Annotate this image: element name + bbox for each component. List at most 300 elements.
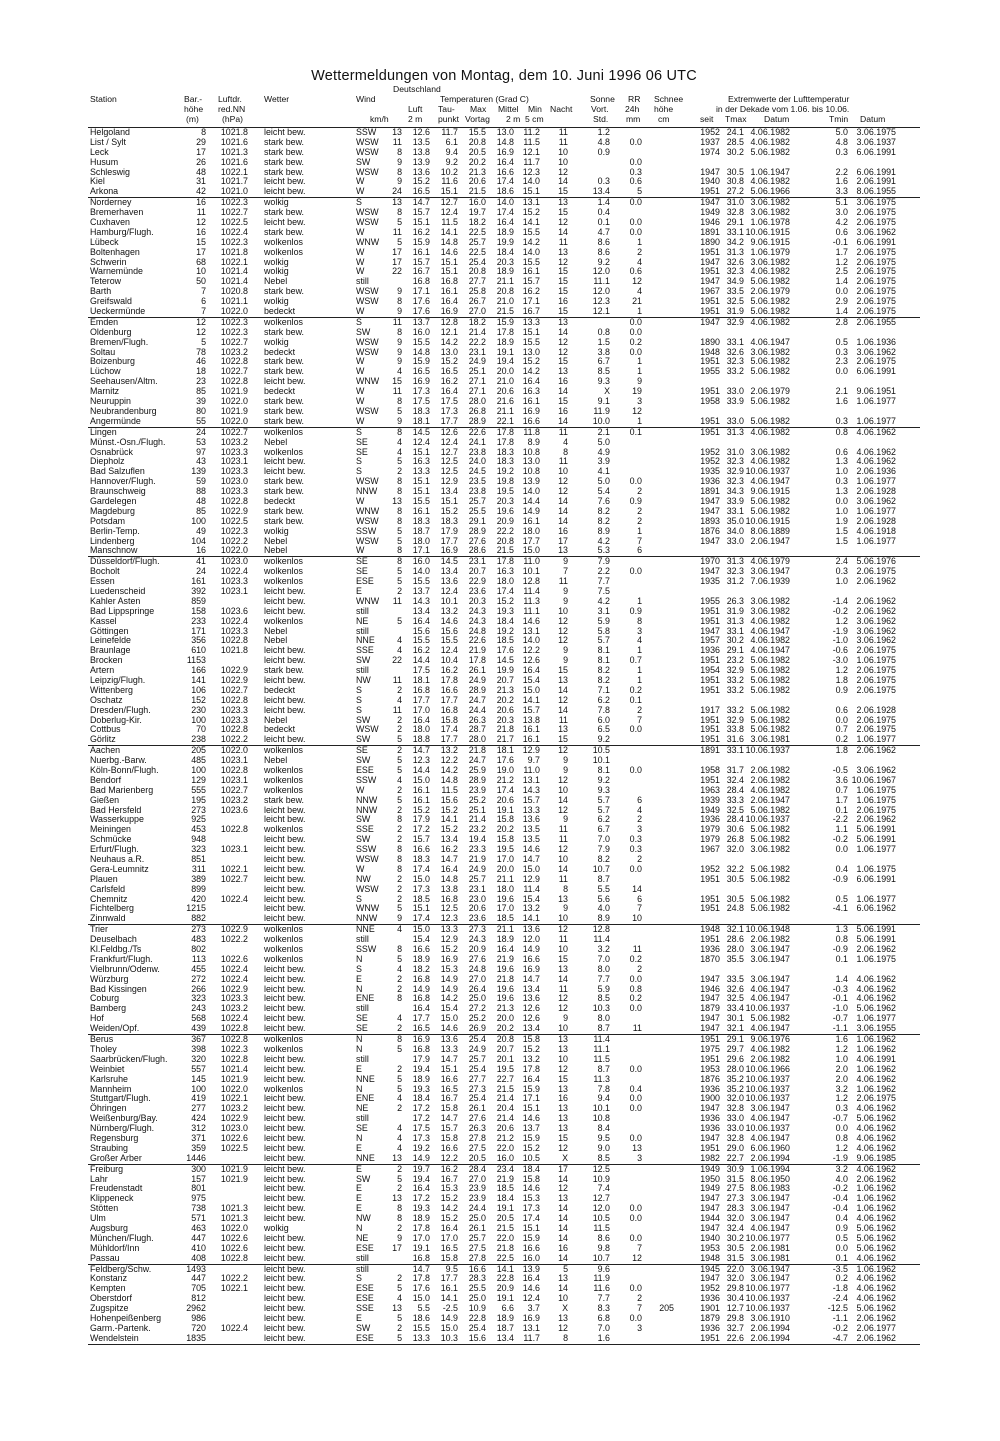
cell-pressure: 1023.1	[220, 844, 248, 855]
cell-since: 1891	[700, 226, 720, 237]
cell-tmax-date: 4.06.1982	[750, 266, 790, 277]
cell-weather: Nebel	[264, 755, 288, 766]
cell-rain: 12	[632, 405, 642, 416]
cell-wind-dir: N	[356, 1083, 363, 1094]
cell-tmin-ext: 0.3	[835, 1103, 848, 1114]
cell-baro: 31	[196, 176, 206, 187]
cell-tmax-ext: 32.1	[726, 1023, 744, 1034]
cell-pressure: 1022.8	[220, 824, 248, 835]
cell-since: 1951	[700, 1053, 720, 1064]
cell-weather: leicht bew.	[264, 1093, 306, 1104]
cell-night: 10	[558, 1023, 568, 1034]
cell-weather: bedeckt	[264, 306, 296, 317]
cell-station: Norderney	[90, 197, 132, 208]
cell-dewpoint: 10.3	[440, 1332, 458, 1343]
cell-tmin-date: 5.06.1976	[856, 556, 896, 567]
cell-since: 1879	[700, 1003, 720, 1014]
cell-dewpoint: 16.5	[440, 366, 458, 377]
cell-baro: 233	[191, 615, 206, 626]
cell-tmin-date: 1.06.1962	[856, 1063, 896, 1074]
cell-temp-air: 18.6	[412, 1312, 430, 1323]
cell-weather: leicht bew.	[264, 176, 306, 187]
cell-tmax-date: 10.06.1937	[745, 1293, 790, 1304]
cell-tmin-ext: -1.4	[832, 595, 848, 606]
cell-baro: 100	[191, 1083, 206, 1094]
cell-night: X	[562, 1152, 568, 1163]
cell-baro: 323	[191, 844, 206, 855]
cell-night: 10	[558, 913, 568, 924]
cell-temp-air: 14.0	[412, 566, 430, 577]
cell-weather: leicht bew.	[264, 1232, 306, 1243]
cell-tmax-prev: 20.6	[468, 176, 486, 187]
cell-wind-speed: 2	[397, 1222, 402, 1233]
cell-wind-speed: 8	[397, 814, 402, 825]
cell-wind-dir: W	[356, 784, 365, 795]
cell-station: Kassel	[90, 615, 117, 626]
cell-station: Artern	[90, 665, 115, 676]
cell-rain: 0.1	[629, 426, 642, 437]
cell-since: 1953	[700, 1242, 720, 1253]
cell-since: 1947	[700, 973, 720, 984]
cell-tmax-prev: 25.0	[468, 1213, 486, 1224]
cell-sunshine: 9.1	[597, 396, 610, 407]
cell-tmin-5cm: 10.8	[522, 466, 540, 477]
cell-tmean: 18.9	[496, 934, 514, 945]
cell-tmax-prev: 27.5	[468, 1242, 486, 1253]
cell-sunshine: 12.0	[592, 286, 610, 297]
cell-weather: leicht bew.	[264, 1322, 306, 1333]
cell-baro: 419	[191, 1093, 206, 1104]
cell-tmax-prev: 20.6	[468, 903, 486, 914]
cell-baro: 100	[191, 765, 206, 775]
header-schnee2: höhe	[654, 104, 674, 114]
cell-tmin-5cm: 8.9	[527, 436, 540, 447]
cell-station: Neubrandenburg	[90, 405, 157, 416]
cell-baro: 12	[196, 217, 206, 228]
cell-baro: 195	[191, 794, 206, 805]
cell-temp-air: 17.0	[412, 1232, 430, 1243]
cell-wind-dir: E	[356, 1312, 362, 1323]
cell-baro: 50	[196, 276, 206, 287]
cell-tmax-prev: 23.1	[468, 556, 486, 567]
cell-pressure: 1022.8	[220, 694, 248, 705]
cell-station: Öhringen	[90, 1103, 127, 1114]
cell-baro: 97	[196, 446, 206, 457]
cell-baro: 238	[191, 734, 206, 745]
cell-dewpoint: 12.4	[440, 207, 458, 218]
cell-sunshine: 10.1	[592, 1103, 610, 1114]
cell-night: 14	[558, 1203, 568, 1214]
cell-weather: leicht bew.	[264, 973, 306, 984]
cell-temp-air: 15.0	[412, 924, 430, 935]
cell-wind-dir: W	[356, 356, 365, 367]
cell-night: 14	[558, 505, 568, 516]
cell-tmin-5cm: 13.6	[522, 924, 540, 935]
cell-since: 1936	[700, 1113, 720, 1124]
cell-pressure: 1022.1	[220, 1093, 248, 1104]
cell-sunshine: 8.0	[597, 1013, 610, 1024]
cell-weather: leicht bew.	[264, 854, 306, 865]
cell-tmax-prev: 25.0	[468, 1293, 486, 1304]
cell-night: 8	[563, 1332, 568, 1343]
cell-rain: 0.0	[629, 1132, 642, 1143]
cell-dewpoint: 13.8	[440, 883, 458, 894]
cell-tmin-date: 1.06.1962	[856, 1263, 896, 1274]
cell-pressure: 1022.8	[220, 376, 248, 387]
cell-tmean: 16.4	[496, 944, 514, 955]
cell-sunshine: 9.5	[597, 1132, 610, 1143]
cell-rain: 7	[637, 535, 642, 546]
cell-station: Zugspitze	[90, 1303, 129, 1314]
cell-dewpoint: 14.9	[440, 973, 458, 984]
cell-sunshine: 9.4	[597, 1093, 610, 1104]
cell-temp-air: 16.3	[412, 456, 430, 467]
cell-night: 14	[558, 1232, 568, 1243]
cell-wind-dir: WSW	[356, 296, 379, 307]
cell-baro: 49	[196, 525, 206, 536]
cell-temp-air: 18.1	[412, 674, 430, 685]
cell-tmax-ext: 30.8	[726, 176, 744, 187]
cell-since: 1946	[700, 983, 720, 994]
cell-pressure: 1022.6	[220, 1232, 248, 1243]
cell-tmax-date: 3.06.1982	[750, 595, 790, 606]
cell-rain: 7	[637, 1242, 642, 1253]
cell-sunshine: 12.0	[592, 1203, 610, 1214]
cell-sunshine: 7.9	[597, 556, 610, 567]
cell-baro: 8	[201, 127, 206, 137]
cell-tmax-prev: 28.3	[468, 1273, 486, 1284]
cell-station: Cottbus	[90, 724, 121, 735]
cell-dewpoint: 9.2	[445, 156, 458, 167]
cell-tmin-date: 1.06.1962	[856, 1193, 896, 1204]
cell-tmean: 19.2	[496, 625, 514, 636]
cell-pressure: 1022.7	[220, 366, 248, 377]
cell-tmin-ext: 1.2	[835, 256, 848, 267]
cell-temp-air: 16.8	[412, 993, 430, 1004]
cell-station: Gießen	[90, 794, 120, 805]
cell-tmean: 21.8	[496, 973, 514, 984]
cell-tmin-date: 3.06.1955	[856, 1023, 896, 1034]
cell-station: Köln-Bonn/Flugh.	[90, 765, 159, 775]
cell-wind-speed: 9	[397, 156, 402, 167]
cell-rain: 2	[637, 1293, 642, 1304]
cell-station: Bremen/Flugh.	[90, 336, 149, 347]
cell-station: Teterow	[90, 276, 122, 287]
cell-baro: 139	[191, 466, 206, 477]
cell-wind-speed: 11	[392, 386, 402, 397]
cell-tmean: 17.0	[496, 903, 514, 914]
cell-tmin-date: 4.06.1962	[856, 446, 896, 457]
cell-dewpoint: 15.8	[440, 1103, 458, 1114]
cell-tmax-prev: 23.1	[468, 883, 486, 894]
cell-sunshine: 8.5	[597, 1152, 610, 1163]
cell-dewpoint: 14.1	[440, 1293, 458, 1304]
cell-night: 12	[558, 993, 568, 1004]
cell-pressure: 1022.8	[220, 724, 248, 735]
cell-tmax-date: 10.06.1937	[745, 745, 790, 756]
cell-baro: 738	[191, 1203, 206, 1214]
cell-tmean: 20.6	[496, 386, 514, 397]
cell-tmax-prev: 26.8	[468, 405, 486, 416]
cell-tmin-date: 2.06.1975	[856, 276, 896, 287]
cell-weather: leicht bew.	[264, 1213, 306, 1224]
header-station: Station	[90, 94, 117, 104]
cell-tmax-prev: 22.8	[468, 1312, 486, 1323]
cell-wind-speed: 11	[392, 316, 402, 327]
cell-tmean: 20.8	[496, 1034, 514, 1045]
cell-pressure: 1021.8	[220, 127, 248, 137]
cell-baro: 371	[191, 1132, 206, 1143]
cell-temp-air: 16.0	[412, 556, 430, 567]
cell-wind-dir: SW	[356, 814, 371, 825]
cell-rain: 0.9	[629, 605, 642, 616]
cell-station: Kempten	[90, 1283, 126, 1294]
cell-tmax-date: 5.06.1982	[750, 415, 790, 426]
cell-since: 1967	[700, 286, 720, 297]
cell-tmax-prev: 25.4	[468, 1322, 486, 1333]
cell-rain: 1	[637, 366, 642, 377]
cell-temp-air: 12.3	[412, 755, 430, 766]
cell-pressure: 1022.4	[220, 973, 248, 984]
cell-tmin-5cm: 11.5	[523, 136, 540, 147]
cell-temp-air: 17.2	[412, 1193, 430, 1204]
cell-tmax-ext: 30.4	[726, 1293, 744, 1304]
cell-wind-dir: NE	[356, 1232, 369, 1243]
cell-tmax-date: 2.06.1947	[750, 794, 790, 805]
cell-temp-air: 16.2	[412, 645, 430, 656]
cell-temp-air: 16.8	[412, 684, 430, 695]
cell-night: 13	[558, 963, 568, 974]
cell-tmax-ext: 32.5	[726, 804, 744, 815]
cell-tmax-date: 5.06.1982	[750, 804, 790, 815]
cell-baro: 557	[191, 1063, 206, 1074]
cell-station: Freudenstadt	[90, 1183, 143, 1194]
cell-dewpoint: 9.5	[445, 1263, 458, 1274]
cell-baro: 68	[196, 256, 206, 267]
cell-wind-dir: S	[356, 704, 362, 715]
cell-tmin-ext: 2.4	[835, 556, 848, 567]
cell-dewpoint: 10.4	[440, 655, 458, 666]
cell-wind-dir: NW	[356, 1213, 371, 1224]
cell-baro: 424	[191, 1113, 206, 1124]
cell-wind-dir: NNW	[356, 804, 378, 815]
cell-tmax-date: 8.06.1950	[750, 1173, 790, 1184]
cell-baro: 483	[191, 934, 206, 945]
cell-tmin-date: 4.06.1962	[856, 993, 896, 1004]
cell-rain: 0.0	[629, 765, 642, 775]
cell-tmax-date: 4.06.1947	[750, 625, 790, 636]
cell-night: 15	[558, 207, 568, 218]
cell-sunshine: 9.3	[597, 784, 610, 795]
cell-tmax-date: 3.06.1982	[750, 605, 790, 616]
cell-tmin-5cm: 14.7	[522, 854, 540, 865]
cell-tmin-5cm: 13.9	[522, 476, 540, 487]
cell-baro: 42	[196, 186, 206, 197]
cell-dewpoint: 16.2	[440, 1163, 458, 1174]
cell-pressure: 1022.0	[220, 545, 248, 556]
cell-night: 13	[558, 1193, 568, 1204]
cell-rain: 2	[637, 246, 642, 257]
cell-baro: 320	[191, 1053, 206, 1064]
cell-tmax-ext: 31.2	[726, 576, 744, 587]
cell-sunshine: 11.5	[593, 1053, 610, 1064]
cell-tmean: 19.6	[496, 963, 514, 974]
cell-wind-speed: 2	[397, 883, 402, 894]
cell-since: 1975	[700, 1043, 720, 1054]
cell-wind-speed: 22	[392, 655, 402, 666]
cell-rain: 1	[637, 306, 642, 317]
cell-since: 1917	[700, 704, 720, 715]
cell-pressure: 1021.4	[220, 1063, 248, 1074]
cell-tmax-prev: 20.7	[468, 566, 486, 577]
cell-temp-air: 14.7	[412, 745, 430, 756]
cell-tmax-prev: 22.2	[468, 336, 486, 347]
cell-tmean: 19.1	[496, 1293, 514, 1304]
cell-night: 7	[563, 566, 568, 577]
cell-dewpoint: 15.8	[440, 714, 458, 725]
cell-tmin-date: 1.06.1977	[856, 505, 896, 516]
cell-station: Leinefelde	[90, 635, 131, 646]
cell-tmin-ext: 1.1	[835, 824, 848, 835]
cell-sunshine: 3.1	[597, 605, 610, 616]
cell-baro: 312	[191, 1123, 206, 1134]
cell-tmax-prev: 25.0	[468, 993, 486, 1004]
cell-tmax-date: 5.06.1982	[750, 873, 790, 884]
cell-pressure: 1022.3	[220, 316, 248, 327]
cell-tmin-date: 5.06.1991	[856, 834, 896, 845]
cell-tmin-5cm: 14.0	[522, 635, 540, 646]
cell-baro: 171	[191, 625, 206, 636]
cell-weather: stark bew.	[264, 146, 304, 157]
cell-wind-dir: SE	[356, 745, 368, 756]
cell-since: 1951	[700, 615, 720, 626]
cell-sunshine: 9.8	[597, 1242, 610, 1253]
cell-sunshine: 4.1	[597, 466, 610, 477]
cell-tmin-ext: 2.2	[835, 166, 848, 177]
cell-tmin-date: 3.06.1962	[856, 495, 896, 506]
cell-sunshine: 0.1	[597, 217, 610, 228]
cell-tmin-ext: -1.1	[832, 1023, 848, 1034]
cell-tmin-date: 1.06.1975	[856, 794, 896, 805]
cell-tmax-prev: 21.5	[468, 186, 486, 197]
cell-night: 14	[558, 1252, 568, 1263]
cell-wind-speed: 4	[397, 924, 402, 935]
cell-night: 11	[558, 834, 568, 845]
cell-rain: 0.0	[629, 566, 642, 577]
cell-tmean: 21.9	[496, 1173, 514, 1184]
cell-tmax-ext: 33.2	[726, 704, 744, 715]
cell-pressure: 1022.2	[220, 934, 248, 945]
cell-pressure: 1023.1	[220, 755, 248, 766]
cell-dewpoint: 13.0	[440, 346, 458, 357]
cell-baro: 23	[196, 376, 206, 387]
cell-tmin-5cm: 16.1	[522, 266, 540, 277]
cell-tmax-date: 3.06.1947	[750, 566, 790, 577]
cell-night: 10	[558, 784, 568, 795]
cell-night: 16	[558, 1242, 568, 1253]
cell-baro: 46	[196, 356, 206, 367]
cell-pressure: 1022.7	[220, 426, 248, 437]
cell-tmin-date: 4.06.1962	[856, 1283, 896, 1294]
cell-since: 1948	[700, 1252, 720, 1263]
cell-tmin-ext: 2.5	[835, 266, 848, 277]
cell-tmax-prev: 26.3	[468, 1123, 486, 1134]
cell-tmax-date: 5.06.1982	[750, 863, 790, 874]
cell-tmin-5cm: 13.5	[522, 834, 540, 845]
cell-tmax-date: 3.06.1947	[750, 1273, 790, 1284]
cell-pressure: 1022.0	[220, 415, 248, 426]
cell-dewpoint: 14.6	[440, 1023, 458, 1034]
cell-night: 13	[558, 1113, 568, 1124]
cell-tmax-ext: 32.4	[726, 1222, 744, 1233]
cell-tmax-prev: 26.1	[468, 1222, 486, 1233]
cell-tmax-prev: 21.4	[468, 326, 486, 337]
cell-dewpoint: 13.6	[440, 1034, 458, 1045]
cell-tmax-prev: 23.3	[468, 844, 486, 855]
cell-wind-dir: W	[356, 545, 365, 556]
cell-baro: 859	[191, 595, 206, 606]
cell-weather: Nebel	[264, 436, 288, 447]
cell-tmax-ext: 29.1	[726, 1034, 744, 1045]
cell-sunshine: 7.0	[597, 1322, 610, 1333]
cell-tmax-prev: 25.7	[468, 1053, 486, 1064]
cell-tmean: 20.3	[496, 495, 514, 506]
cell-since: 1947	[700, 1103, 720, 1114]
cell-pressure: 1023.3	[220, 466, 248, 477]
cell-since: 1879	[700, 1312, 720, 1323]
cell-tmean: 17.8	[496, 426, 514, 437]
cell-tmin-5cm: 14.2	[522, 236, 540, 247]
cell-tmin-date: 1.06.1962	[856, 1183, 896, 1194]
cell-pressure: 1022.8	[220, 1034, 248, 1045]
cell-station: Görlitz	[90, 734, 116, 745]
cell-tmax-prev: 27.8	[468, 1132, 486, 1143]
cell-baro: 7	[201, 306, 206, 317]
cell-weather: stark bew.	[264, 405, 304, 416]
cell-night: 14	[558, 1213, 568, 1224]
cell-pressure: 1022.1	[220, 1283, 248, 1294]
cell-tmax-ext: 12.7	[726, 1303, 744, 1314]
cell-tmax-ext: 31.9	[726, 605, 744, 616]
cell-night: 13	[558, 545, 568, 556]
cell-weather: bedeckt	[264, 724, 296, 735]
cell-tmax-ext: 33.1	[726, 745, 744, 756]
cell-since: 1947	[700, 1132, 720, 1143]
cell-pressure: 1022.0	[220, 306, 248, 317]
cell-temp-air: 16.4	[412, 615, 430, 626]
cell-tmax-prev: 21.9	[468, 854, 486, 865]
cell-wind-speed: 4	[397, 635, 402, 646]
cell-weather: leicht bew.	[264, 456, 306, 467]
cell-tmin-ext: -1.9	[832, 1152, 848, 1163]
cell-tmin-date: 5.06.1962	[856, 1242, 896, 1253]
cell-rain: 4	[637, 804, 642, 815]
cell-tmin-date: 2.06.1975	[856, 665, 896, 676]
cell-tmin-date: 4.06.1962	[856, 1213, 896, 1224]
cell-temp-air: 17.9	[412, 814, 430, 825]
cell-pressure: 1022.0	[220, 745, 248, 756]
cell-rain: 2	[637, 515, 642, 526]
cell-wind-dir: WSW	[356, 346, 379, 357]
cell-tmax-ext: 30.5	[726, 873, 744, 884]
cell-pressure: 1022.9	[220, 983, 248, 994]
cell-tmax-ext: 32.0	[726, 844, 744, 855]
cell-wind-speed: 5	[397, 566, 402, 577]
cell-wind-speed: 9	[397, 356, 402, 367]
cell-tmin-ext: 0.4	[835, 863, 848, 874]
cell-tmin-ext: -0.2	[832, 605, 848, 616]
cell-temp-air: 19.3	[412, 1083, 430, 1094]
